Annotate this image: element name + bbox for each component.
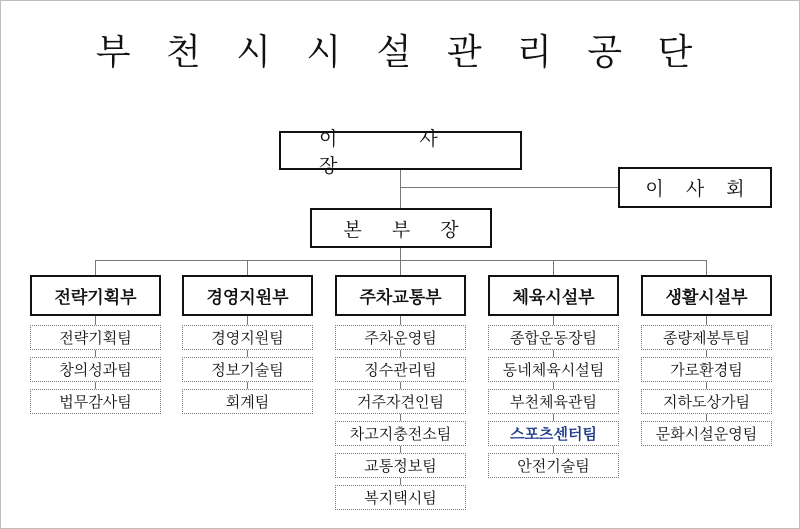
connector-dept-1 [95,260,96,275]
team-box: 정보기술팀 [182,357,313,382]
team-box: 부천체육관팀 [488,389,619,414]
team-box: 차고지충전소팀 [335,421,466,446]
team-box: 복지택시팀 [335,485,466,510]
team-box: 거주자견인팀 [335,389,466,414]
chairman-box: 이 사 장 [279,131,522,170]
director-box: 본 부 장 [310,208,492,248]
connector-board [400,187,618,188]
team-box: 교통정보팀 [335,453,466,478]
team-box: 가로환경팀 [641,357,772,382]
team-box: 경영지원팀 [182,325,313,350]
team-box: 종합운동장팀 [488,325,619,350]
team-box: 전략기획팀 [30,325,161,350]
team-box: 종량제봉투팀 [641,325,772,350]
connector-director-depts [400,248,401,260]
team-box-highlighted: 스포츠센터팀 [488,421,619,446]
dept-management-support: 경영지원부 [182,275,313,316]
dept-sports-facilities: 체육시설부 [488,275,619,316]
team-box: 동네체육시설팀 [488,357,619,382]
connector-dept-2 [247,260,248,275]
team-box: 문화시설운영팀 [641,421,772,446]
team-box: 법무감사팀 [30,389,161,414]
dept-living-facilities: 생활시설부 [641,275,772,316]
org-title: 부 천 시 시 설 관 리 공 단 [95,32,705,73]
team-box: 회계팀 [182,389,313,414]
connector-dept-3 [400,260,401,275]
dept-strategy-planning: 전략기획부 [30,275,161,316]
team-box: 징수관리팀 [335,357,466,382]
dept-parking-traffic: 주차교통부 [335,275,466,316]
team-box: 지하도상가팀 [641,389,772,414]
board-box: 이 사 회 [618,167,772,208]
connector-dept-4 [553,260,554,275]
team-box: 창의성과팀 [30,357,161,382]
team-box: 안전기술팀 [488,453,619,478]
connector-dept-5 [706,260,707,275]
team-box: 주차운영팀 [335,325,466,350]
